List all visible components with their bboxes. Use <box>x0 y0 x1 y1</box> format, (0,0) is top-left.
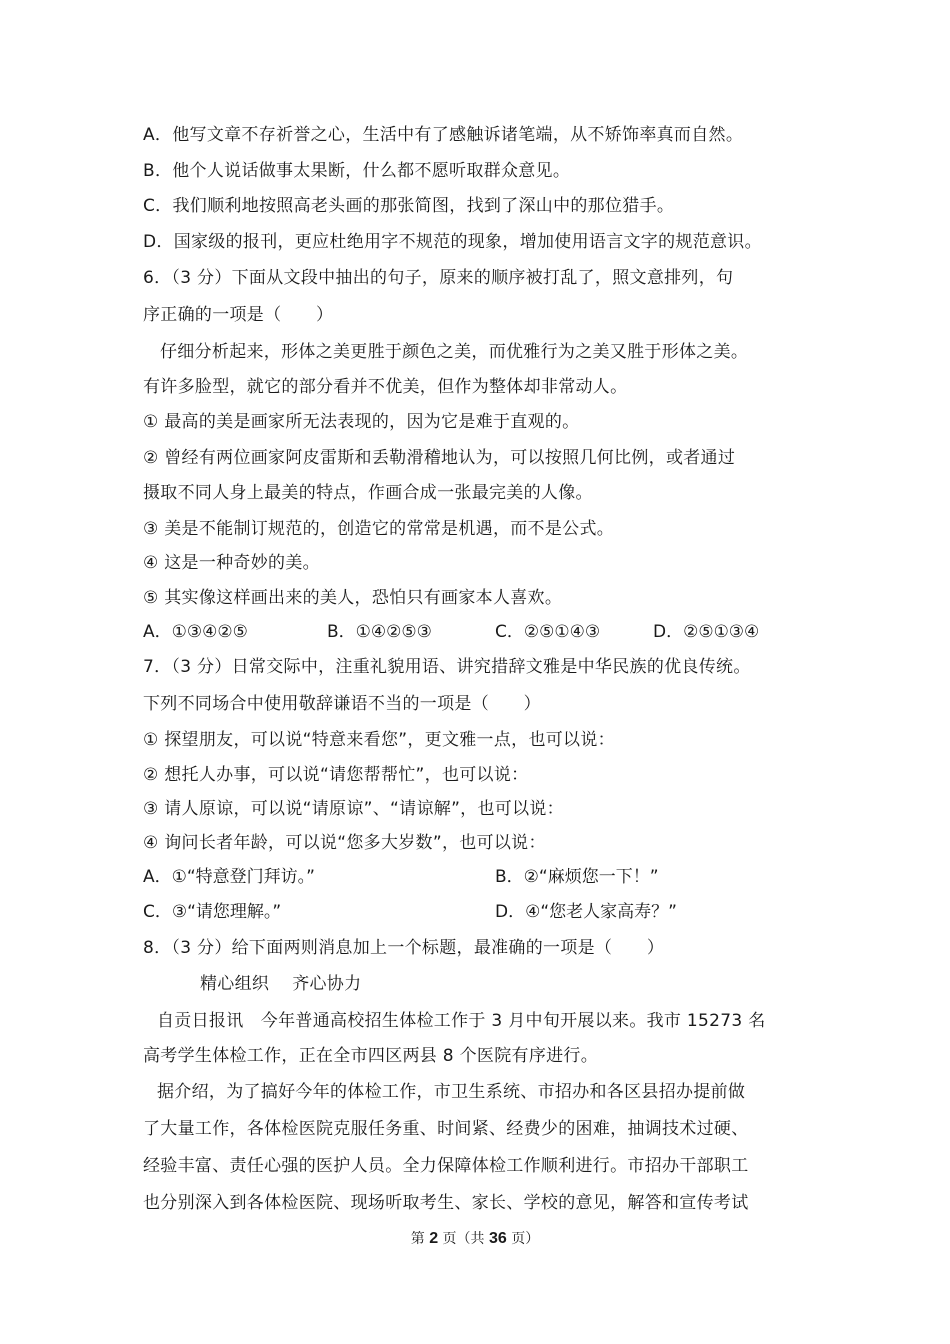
q7-options-row-1 <box>143 866 803 888</box>
q6-sentence-5: ⑤ 其实像这样画出来的美人，恐怕只有画家本人喜欢。 <box>143 588 563 608</box>
q6-sentence-3: ③ 美是不能制订规范的，创造它的常常是机遇，而不是公式。 <box>143 519 615 539</box>
q6-sentence-2-line-2: 摄取不同人身上最美的特点，作画合成一张最完美的人像。 <box>143 483 593 503</box>
q6-option-c: C．②⑤①④③ <box>495 622 601 642</box>
q8-news-line-2: 高考学生体检工作，正在全市四区两县 8 个医院有序进行。 <box>143 1046 599 1066</box>
q7-item-3: ③ 请人原谅，可以说“请原谅”、“请谅解”，也可以说： <box>143 799 564 819</box>
q6-stem-line-2: 序正确的一项是（ ） <box>143 305 334 325</box>
q7-item-1: ① 探望朋友，可以说“特意来看您”，更文雅一点，也可以说： <box>143 730 615 750</box>
footer-suffix: 页） <box>511 1231 540 1247</box>
q8-news-line-1: 自贡日报讯 今年普通高校招生体检工作于 3 月中旬开展以来。我市 15273 名 <box>157 1011 766 1031</box>
q5-option-d: D．国家级的报刊，更应杜绝用字不规范的现象，增加使用语言文字的规范意识。 <box>143 232 762 252</box>
q6-sentence-1: ① 最高的美是画家所无法表现的，因为它是难于直观的。 <box>143 412 580 432</box>
page-footer <box>0 1228 950 1248</box>
footer-mid: 页（共 <box>442 1231 485 1247</box>
q7-options-row-2 <box>143 901 803 923</box>
q6-option-a: A．①③④②⑤ <box>143 622 248 642</box>
q7-option-a: A．①“特意登门拜访。” <box>143 867 315 887</box>
q6-stem-line-1: 6．（3 分）下面从文段中抽出的句子，原来的顺序被打乱了，照文意排列，句 <box>143 268 734 288</box>
footer-total-pages: 36 <box>489 1230 507 1247</box>
q7-option-b: B．②“麻烦您一下！” <box>495 867 659 887</box>
q8-news-headline: 精心组织 齐心协力 <box>200 974 362 994</box>
q6-options <box>143 621 793 643</box>
q7-stem-line-2: 下列不同场合中使用敬辞谦语不当的一项是（ ） <box>143 694 541 714</box>
q8-stem: 8．（3 分）给下面两则消息加上一个标题，最准确的一项是（ ） <box>143 938 665 958</box>
q8-news-line-5: 经验丰富、责任心强的医护人员。全力保障体检工作顺利进行。市招办干部职工 <box>143 1156 749 1176</box>
q6-passage-line-2: 有许多脸型，就它的部分看并不优美，但作为整体却非常动人。 <box>143 377 628 397</box>
footer-page-number: 2 <box>429 1230 439 1247</box>
q7-item-4: ④ 询问长者年龄，可以说“您多大岁数”，也可以说： <box>143 833 546 853</box>
q6-passage-line-1: 仔细分析起来，形体之美更胜于颜色之美，而优雅行为之美又胜于形体之美。 <box>160 342 749 362</box>
q6-sentence-2-line-1: ② 曾经有两位画家阿皮雷斯和丢勒滑稽地认为，可以按照几何比例，或者通过 <box>143 448 736 468</box>
q5-option-c: C．我们顺利地按照高老头画的那张简图，找到了深山中的那位猎手。 <box>143 196 675 216</box>
q6-option-b: B．①④②⑤③ <box>327 622 432 642</box>
q5-option-a: A．他写文章不存祈誉之心，生活中有了感触诉诸笔端，从不矫饰率真而自然。 <box>143 125 744 145</box>
q6-sentence-4: ④ 这是一种奇妙的美。 <box>143 553 320 573</box>
q7-option-d: D．④“您老人家高寿？” <box>495 902 677 922</box>
q8-news-line-6: 也分别深入到各体检医院、现场听取考生、家长、学校的意见，解答和宣传考试 <box>143 1193 749 1213</box>
q8-news-line-4: 了大量工作，各体检医院克服任务重、时间紧、经费少的困难，抽调技术过硬、 <box>143 1119 749 1139</box>
q6-option-d: D．②⑤①③④ <box>653 622 760 642</box>
q7-option-c: C．③“请您理解。” <box>143 902 282 922</box>
q7-item-2: ② 想托人办事，可以说“请您帮帮忙”，也可以说： <box>143 765 529 785</box>
footer-prefix: 第 <box>410 1231 425 1247</box>
q8-news-line-3: 据介绍，为了搞好今年的体检工作，市卫生系统、市招办和各区县招办提前做 <box>157 1082 746 1102</box>
q7-stem-line-1: 7．（3 分）日常交际中，注重礼貌用语、讲究措辞文雅是中华民族的优良传统。 <box>143 657 751 677</box>
q5-option-b: B．他个人说话做事太果断，什么都不愿听取群众意见。 <box>143 161 571 181</box>
